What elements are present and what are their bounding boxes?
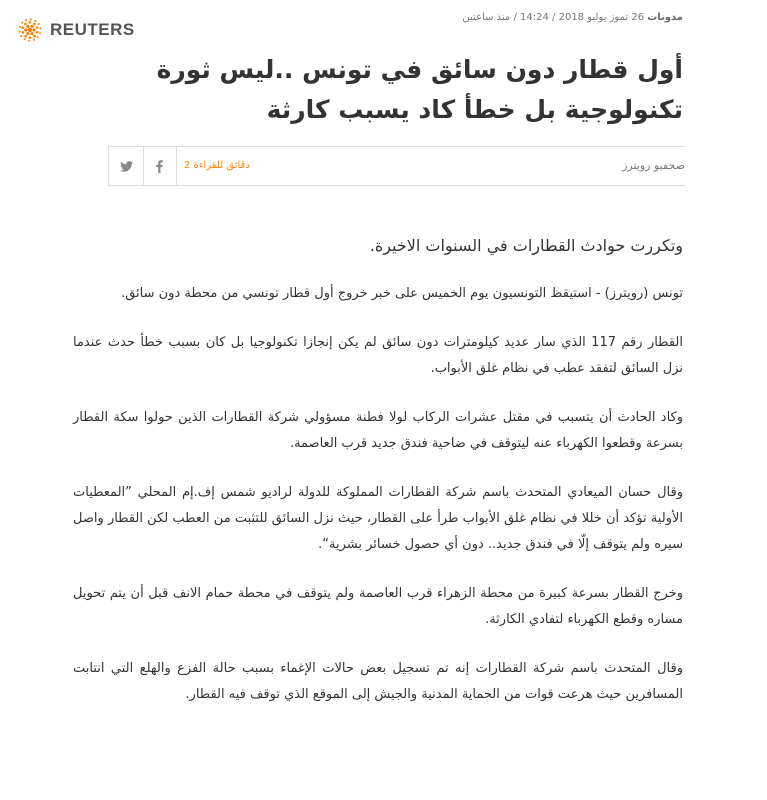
article-paragraph: وقال حسان الميعادي المتحدث باسم شركة القطارات المملوكة للدولة لراديو شمس إف.إم المحلي ”المعطيات الأولية تؤكد أن خللا في نظام غلق الأبواب طرأ على القطار، حيث نزل السائق للتثبت من العطب لكن القطار واصل سيره ولم يتوقف إلّا في فندق جديد.. دون أي حصول خسائر بشرية“. [73, 485, 683, 552]
twitter-icon [120, 161, 133, 172]
publish-date: 26 تموز يوليو 2018 [558, 12, 645, 23]
article-headline: أول قطار دون سائق في تونس ..ليس ثورة تكنولوجية بل خطأ كاد يسبب كارثة [156, 55, 683, 124]
dateline-separator: / [513, 12, 517, 23]
article-paragraph: تونس (رويترز) - استيقظ التونسيون يوم الخميس على خبر خروج أول قطار تونسي من محطة دون سائق. [121, 286, 683, 301]
article-lead: وتكررت حوادث القطارات في السنوات الاخيرة. [369, 236, 683, 255]
brand-name: REUTERS [50, 20, 135, 39]
facebook-icon [156, 160, 163, 173]
reuters-logo[interactable] [18, 18, 135, 42]
article-paragraph: وقال المتحدث باسم شركة القطارات إنه تم تسجيل بعض حالات الإغماء بسبب حالة الفزع والهلع التي انتابت المسافرين حيث هرعت قوات من الحماية المدنية والجيش إلى الموقع الذي توقف فيه القطار. [73, 661, 683, 702]
share-bar [108, 146, 685, 186]
reuters-dots-icon [18, 18, 42, 42]
twitter-share-button[interactable] [108, 147, 144, 185]
publish-time: 14:24 [520, 12, 549, 23]
facebook-share-button[interactable] [142, 147, 177, 185]
dateline [462, 12, 683, 23]
article-author: صحفيو رويترز [622, 159, 685, 172]
article-paragraph: وكاد الحادث أن يتسبب في مقتل عشرات الركاب لولا فطنة مسؤولي شركة القطارات الذين حولوا سكة القطار بسرعة وقطعوا الكهرباء عنه ليتوقف في ضاحية فندق جديد قرب العاصمة. [73, 410, 683, 451]
read-time: دقائق للقراءة 2 [184, 160, 250, 171]
article-body [73, 232, 683, 731]
article-paragraph: وخرج القطار بسرعة كبيرة من محطة الزهراء قرب العاصمة ولم يتوقف في محطة حمام الانف قبل أن يتم تحويل مساره وقطع الكهرباء لتفادي الكارثة. [73, 586, 683, 627]
category-link[interactable]: مدونات [647, 12, 683, 23]
time-ago: منذ ساعتين [462, 12, 511, 23]
dateline-separator: / [552, 12, 556, 23]
article-paragraph: القطار رقم 117 الذي سار عديد كيلومترات دون سائق لم يكن إنجازا تكنولوجيا بل كان بسبب خطأ حدث عندما نزل السائق لتفقد عطب في نظام غلق الأبواب. [73, 335, 683, 376]
